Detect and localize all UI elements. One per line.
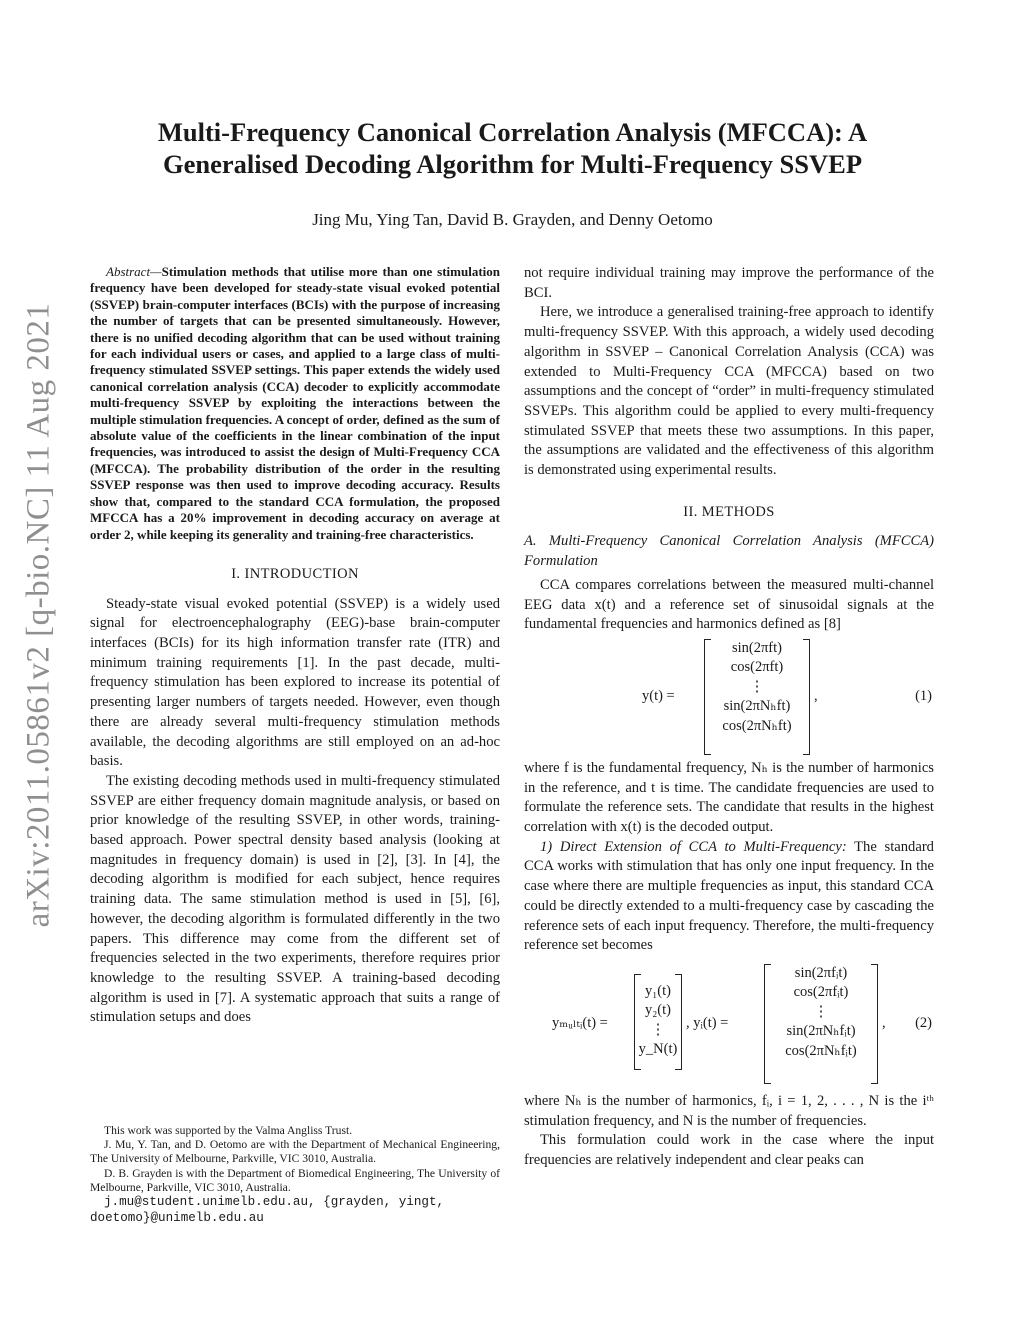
eq2-row-a: y_N(t) [638, 1041, 678, 1058]
eq2-row-a: y₂(t) [645, 1002, 671, 1019]
methods-paragraph-3: where Nₕ is the number of harmonics, fᵢ, i = 1, 2, . . . , N is the iᵗʰ stimulation frequency, and N is the number of frequencies. [524, 1092, 934, 1129]
footnote-emails: j.mu@student.unimelb.edu.au, {grayden, yingt, doetomo}@unimelb.edu.au [90, 1195, 445, 1225]
paper-title: Multi-Frequency Canonical Correlation Analysis (MFCCA): A Generalised Decoding Algorithm for Multi-Frequency SSVEP [157, 117, 868, 179]
eq2-matrix-b [764, 964, 878, 1084]
eq1-row: sin(2πNₕft) [723, 698, 791, 715]
subsubsection-1-text: The standard CCA works with stimulation that has only one input frequency. In the case where there are multiple frequencies as input, this standard CCA could be directly extended to a multi-frequency case by cascading the reference sets of each input frequency. Therefore, the multi-frequency reference set becomes [524, 838, 934, 954]
equation-2 [524, 964, 934, 1084]
eq2-lhs: yₘᵤₗₜᵢ(t) = [552, 1015, 608, 1032]
abstract-label: Abstract— [106, 264, 162, 279]
eq1-number: (1) [915, 688, 932, 705]
intro-paragraph-2: The existing decoding methods used in multi-frequency stimulated SSVEP are either frequency domain magnitude analysis, or based on prior knowledge of the resulting SSVEP, in other words, training-based approach. Power spectral density based analysis (looking at magnitudes in frequency domain) is used in [2], [3]. In [4], the decoding algorithm is modified for each subject, hence requires training data. The same stimulation method is used in [5], [6], however, the decoding algorithm is formulated differently in the two papers. This difference may come from the different set of frequencies selected in the two experiments, therefore requires prior knowledge to the resulting SSVEP. A training-based decoding algorithm is used in [7]. A systematic approach that suits a range of stimulation setups and does [90, 772, 500, 1026]
footnote-affiliation-2: D. B. Grayden is with the Department of Biomedical Engineering, The University of Melbourne, Parkville, VIC 3010, Australia. [90, 1166, 500, 1194]
left-column [90, 264, 500, 1028]
section-introduction-heading: I. INTRODUCTION [231, 565, 359, 582]
eq2-row-b: cos(2πfᵢt) [793, 984, 849, 1001]
eq1-comma: , [814, 688, 818, 705]
footnotes [90, 1124, 500, 1226]
arxiv-sidebar [14, 290, 64, 940]
equation-1 [524, 639, 934, 755]
eq1-row: cos(2πNₕft) [722, 717, 792, 734]
eq2-row-b: ⋮ [813, 1003, 829, 1020]
eq1-row: ⋮ [749, 678, 765, 695]
eq2-row-b: sin(2πNₕfᵢt) [786, 1023, 856, 1040]
intro-paragraph-1: Steady-state visual evoked potential (SSVEP) is a widely used signal for electroencephalography (EEG)-base brain-computer interfaces (BCIs) for its high information transfer rate (ITR) and minimum training requirements [1]. In the past decade, multi-frequency stimulation has been explored to increase its potential of presenting larger numbers of targets needed. However, even though there are already several multi-frequency stimulation methods available, the decoding algorithms are still employed on an ad-hoc basis. [90, 595, 500, 770]
eq2-comma: , [882, 1015, 886, 1032]
right-paragraph-2: Here, we introduce a generalised training-free approach to identify multi-frequency SSVEP. With this approach, a widely used decoding algorithm in SSVEP – Canonical Correlation Analysis (CCA) was extended to Multi-Frequency CCA (MFCCA) based on two assumptions and the concept of “order” in multi-frequency stimulated SSVEPs. This algorithm could be applied to every multi-frequency stimulated SSVEP that meets these two assumptions. In this paper, the assumptions are validated and the effectiveness of this algorithm is demonstrated using experimental results. [524, 304, 934, 479]
eq2-row-b: sin(2πfᵢt) [794, 964, 848, 981]
abstract [90, 264, 500, 543]
right-column [524, 264, 934, 1171]
section-methods-heading: II. METHODS [683, 503, 775, 520]
eq2-row-a: y₁(t) [645, 982, 671, 999]
eq1-lhs: y(t) = [642, 688, 675, 705]
methods-paragraph-2: where f is the fundamental frequency, Nₕ is the number of harmonics in the reference, and t is time. The candidate frequencies are used to formulate the reference sets. The candidate that results in the highest correlation with x(t) is the decoded output. [524, 759, 934, 836]
eq1-row: cos(2πft) [730, 659, 784, 676]
paper-authors: Jing Mu, Ying Tan, David B. Grayden, and Denny Oetomo [312, 210, 713, 229]
methods-paragraph-4: This formulation could work in the case where the input frequencies are relatively independent and clear peaks can [524, 1132, 934, 1169]
eq2-row-b: cos(2πNₕfᵢt) [785, 1042, 857, 1059]
footnote-affiliation-1: J. Mu, Y. Tan, and D. Oetomo are with the Department of Mechanical Engineering, The University of Melbourne, Parkville, VIC 3010, Australia. [90, 1138, 500, 1166]
eq2-mid: , yᵢ(t) = [686, 1015, 729, 1032]
right-paragraph-1: not require individual training may improve the performance of the BCI. [524, 265, 934, 301]
footnote-funding: This work was supported by the Valma Angliss Trust. [104, 1124, 353, 1137]
eq2-number: (2) [915, 1015, 932, 1032]
eq1-row: sin(2πft) [731, 639, 782, 656]
subsubsection-1-title: 1) Direct Extension of CCA to Multi-Frequency: [540, 838, 847, 855]
eq1-matrix [704, 639, 810, 755]
subsection-a-heading: A. Multi-Frequency Canonical Correlation Analysis (MFCCA) Formulation [524, 533, 934, 570]
eq2-row-a: ⋮ [650, 1021, 666, 1038]
methods-paragraph-1: CCA compares correlations between the measured multi-channel EEG data x(t) and a reference set of sinusoidal signals at the fundamental frequencies and harmonics defined as [8] [524, 576, 934, 633]
arxiv-identifier: arXiv:2011.05861v2 [q-bio.NC] 11 Aug 2021 [20, 302, 57, 928]
eq2-matrix-a [634, 974, 682, 1070]
abstract-text: Stimulation methods that utilise more than one stimulation frequency have been developed for steady-state visual evoked potential (SSVEP) brain-computer interfaces (BCIs) with the purpose of increasing the number of targets that can be presented simultaneously. However, there is no unified decoding algorithm that can be used without training for each individual users or cases, and applied to a large class of multi-frequency stimulated SSVEP settings. This paper extends the widely used canonical correlation analysis (CCA) decoder to explicitly accommodate multi-frequency SSVEP by exploiting the interactions between the multiple stimulation frequencies. A concept of order, defined as the sum of absolute value of the coefficients in the linear combination of the input frequencies, was introduced to assist the design of Multi-Frequency CCA (MFCCA). The probability distribution of the order in the resulting SSVEP response was then used to improve decoding accuracy. Results show that, compared to the standard CCA formulation, the proposed MFCCA has a 20% improvement in decoding accuracy on average at order 2, while keeping its generality and training-free characteristics. [90, 264, 500, 542]
subsubsection-1 [524, 838, 934, 956]
